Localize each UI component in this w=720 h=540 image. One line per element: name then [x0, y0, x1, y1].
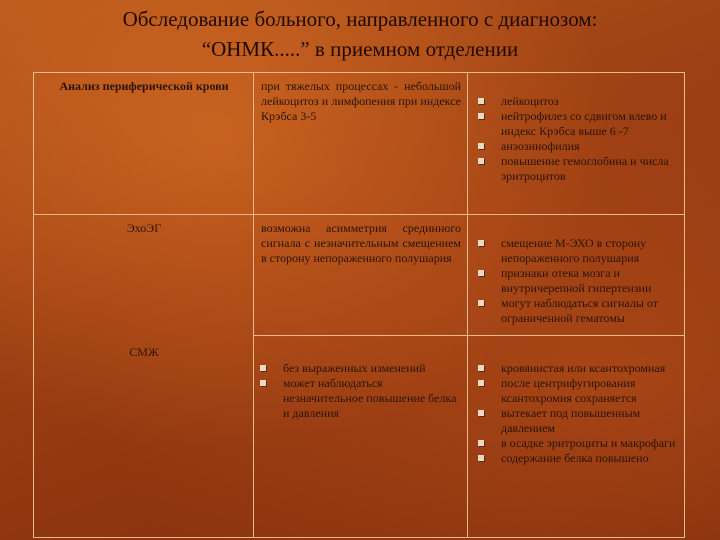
- bullet-icon: [478, 365, 484, 371]
- comparison-table: [33, 72, 685, 538]
- row-label-echo: ЭхоЭГ: [126, 221, 162, 235]
- row-divider: [34, 214, 685, 215]
- row-label-blood: Анализ периферической крови: [59, 79, 229, 93]
- bullet-icon: [478, 240, 484, 246]
- bullet-icon: [478, 98, 484, 104]
- bullet-icon: [260, 380, 266, 386]
- bullet-icon: [478, 158, 484, 164]
- bullet-icon: [478, 113, 484, 119]
- slide-title: [0, 4, 720, 64]
- row-label-csf: СМЖ: [129, 345, 159, 359]
- echo-findings-list: [475, 236, 682, 326]
- bullet-icon: [478, 143, 484, 149]
- bullet-icon: [478, 270, 484, 276]
- list-item: повышение гемоглобина и числа эритроцитов: [475, 154, 682, 184]
- list-item: могут наблюдаться сигналы от ограниченной гематомы: [475, 296, 682, 326]
- column-divider: [253, 73, 254, 537]
- list-item: признаки отека мозга и внутричерепной гипертензии: [475, 266, 682, 296]
- list-item: кровянистая или ксантохромная: [475, 361, 682, 376]
- title-line-1: Обследование больного, направленного с диагнозом:: [122, 7, 598, 31]
- row-divider: [253, 335, 685, 336]
- echo-middle-text: возможна асимметрия срединного сигнала с незначительным смещением в сторону непораженного полушария: [261, 221, 461, 265]
- list-item: после центрифугирования ксантохромия сохраняется: [475, 376, 682, 406]
- list-item: может наблюдаться незначительное повышение белка и давления: [257, 376, 461, 421]
- list-item: содержание белка повышено: [475, 451, 682, 466]
- list-item: без выраженных изменений: [257, 361, 461, 376]
- list-item: смещение М-ЭХО в сторону непораженного полушария: [475, 236, 682, 266]
- bullet-icon: [260, 365, 266, 371]
- csf-middle-list: [257, 361, 461, 421]
- list-item: в осадке эритроциты и макрофаги: [475, 436, 682, 451]
- bullet-icon: [478, 455, 484, 461]
- list-item: нейтрофилез со сдвигом влево и индекс Крэбса выше 6 -7: [475, 109, 682, 139]
- bullet-icon: [478, 440, 484, 446]
- list-item: анэозинофилия: [475, 139, 682, 154]
- blood-findings-list: [475, 94, 682, 184]
- bullet-icon: [478, 380, 484, 386]
- list-item: вытекает под повышенным давлением: [475, 406, 682, 436]
- bullet-icon: [478, 410, 484, 416]
- title-line-2: “ОНМК.....” в приемном отделении: [201, 37, 519, 61]
- bullet-icon: [478, 300, 484, 306]
- blood-middle-text: при тяжелых процессах - небольшой лейкоцитоз и лимфопения при индексе Крэбса 3-5: [261, 79, 461, 123]
- column-divider: [467, 73, 468, 537]
- csf-findings-list: [475, 361, 682, 466]
- list-item: лейкоцитоз: [475, 94, 682, 109]
